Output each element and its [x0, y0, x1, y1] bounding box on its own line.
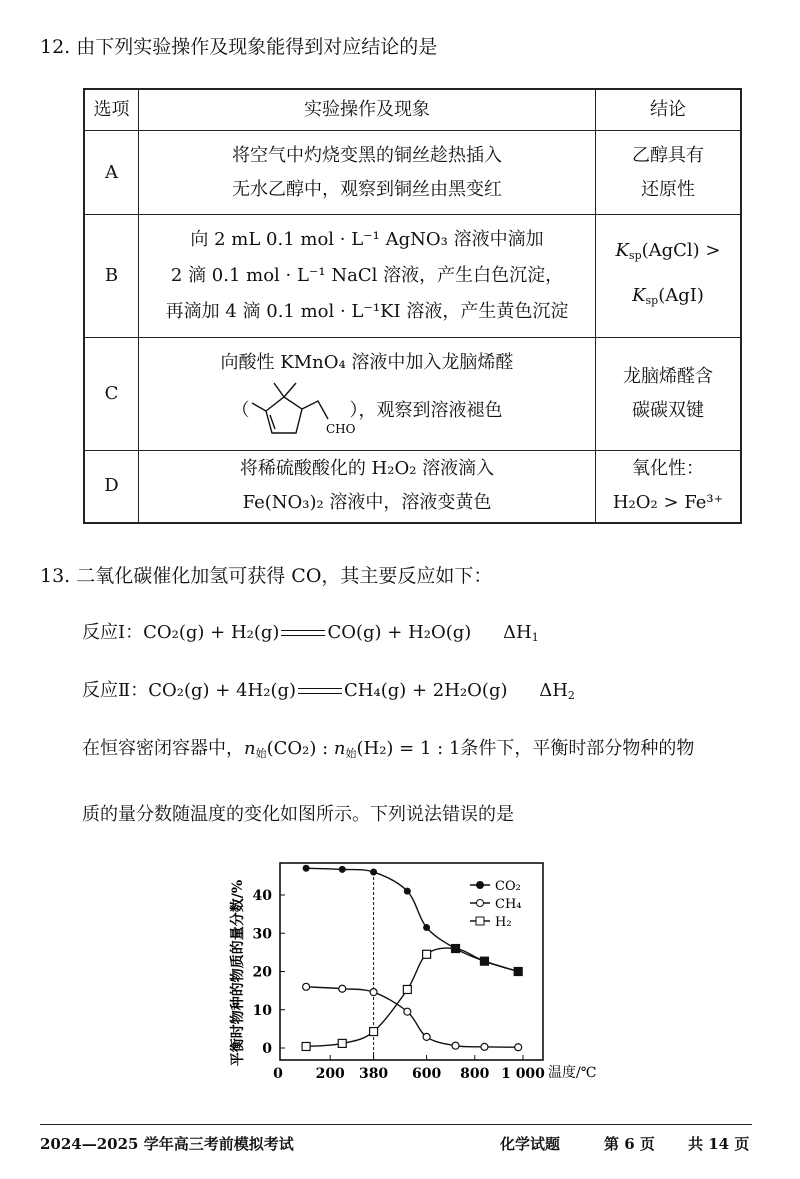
h2-point [514, 968, 522, 976]
legend-square-icon [476, 917, 484, 925]
n-subscript: 始 [345, 747, 357, 760]
ksp-subscript: sp [628, 249, 642, 262]
reaction-2 [82, 676, 575, 702]
delta-h-subscript: 2 [567, 689, 575, 702]
conclusion-line [596, 276, 740, 321]
ch4-point [370, 989, 377, 996]
n-symbol: n [244, 738, 256, 759]
x-tick-label: 800 [460, 1066, 490, 1082]
question-13-text-line [82, 734, 694, 761]
h2-point [452, 945, 460, 953]
reactants: CO₂(g) + H₂(g) [143, 622, 280, 643]
legend-circle-icon [477, 882, 484, 889]
x-tick-label: 200 [315, 1066, 345, 1082]
operation-cell [139, 131, 596, 215]
h2-point [302, 1042, 310, 1050]
legend-label: H₂ [495, 915, 512, 930]
mole-fraction-chart [220, 845, 600, 1090]
experiment-table [83, 88, 742, 524]
ch4-point [423, 1033, 430, 1040]
ch4-point [481, 1043, 488, 1050]
footer-total-pages: 共 14 页 [688, 1135, 750, 1153]
products: CH₄(g) + 2H₂O(g) [344, 680, 508, 701]
header-conclusion: 结论 [596, 89, 742, 131]
conclusion-line: 乙醇具有 [632, 144, 704, 166]
header-operation: 实验操作及现象 [139, 89, 596, 131]
question-12-title: 12. 由下列实验操作及现象能得到对应结论的是 [40, 36, 438, 58]
operation-cell [139, 215, 596, 338]
legend-label: CO₂ [495, 879, 521, 894]
conclusion-line: 还原性 [641, 178, 695, 200]
operation-cell [139, 451, 596, 523]
conclusion-cell [596, 451, 742, 523]
reaction-label: 反应Ⅱ： [82, 680, 149, 701]
footer-exam-name: 2024—2025 学年高三考前模拟考试 [40, 1135, 294, 1153]
table-row [84, 131, 741, 215]
n-symbol: n [333, 738, 346, 759]
option-label: C [84, 338, 139, 451]
enthalpy [539, 680, 575, 701]
paren: （ [231, 400, 250, 421]
conclusion-text: (AgCl) > [641, 240, 721, 261]
footer-divider [40, 1124, 752, 1125]
y-tick-label: 40 [252, 888, 272, 904]
operation-line: 无水乙醇中，观察到铜丝由黑变红 [232, 178, 502, 200]
operation-line: Fe(NO₃)₂ 溶液中，溶液变黄色 [242, 492, 492, 514]
y-tick-label: 20 [252, 964, 272, 981]
operation-cell [139, 338, 596, 451]
option-label: A [84, 131, 139, 215]
conclusion-line: 氧化性： [632, 458, 704, 480]
conclusion-line: 碳碳双键 [632, 400, 704, 421]
ch4-point [452, 1042, 459, 1049]
h2-point [423, 950, 431, 958]
series-line-1 [306, 987, 518, 1047]
text: 在恒容密闭容器中， [82, 738, 244, 759]
table-row [84, 451, 741, 523]
y-axis-label: 平衡时物种的物质的量分数/% [230, 879, 246, 1067]
text: (H₂) = 1 : 1条件下，平衡时部分物种的物 [356, 738, 695, 759]
legend-circle-icon [477, 900, 484, 907]
conclusion-cell [596, 131, 742, 215]
reactants: CO₂(g) + 4H₂(g) [148, 680, 297, 701]
x-tick-label: 1 000 [501, 1066, 545, 1082]
delta-h-subscript: 1 [531, 631, 539, 644]
enthalpy [503, 622, 539, 643]
x-tick-label: 380 [358, 1066, 389, 1082]
ch4-point [515, 1044, 522, 1051]
ch4-point [339, 985, 346, 992]
table-row [84, 215, 741, 338]
operation-line: 将稀硫酸酸化的 H₂O₂ 溶液滴入 [239, 458, 495, 480]
legend-label: CH₄ [495, 897, 522, 912]
table-header-row [84, 89, 741, 131]
ksp-symbol: K [632, 285, 646, 306]
delta-h: ΔH [539, 680, 568, 701]
y-tick-label: 0 [262, 1041, 272, 1057]
header-option: 选项 [84, 89, 139, 131]
h2-point [480, 957, 488, 965]
operation-text: ），观察到溶液褪色 [349, 400, 503, 421]
conclusion-cell [596, 215, 742, 338]
question-13-title: 13. 二氧化碳催化加氢可获得 CO，其主要反应如下： [40, 565, 493, 587]
ksp-symbol: K [615, 240, 629, 261]
y-tick-label: 30 [252, 926, 272, 943]
co2-point [404, 888, 411, 895]
operation-line [139, 380, 595, 442]
option-label: D [84, 451, 139, 523]
conclusion-line: 龙脑烯醛含 [623, 366, 713, 387]
option-label: B [84, 215, 139, 338]
h2-point [403, 985, 411, 993]
ch4-point [303, 983, 310, 990]
reaction-1 [82, 618, 539, 644]
ksp-subscript: sp [645, 294, 659, 307]
conclusion-text: (AgI) [658, 285, 704, 306]
conclusion-cell [596, 338, 742, 451]
y-tick-label: 10 [252, 1002, 272, 1019]
operation-line: 2 滴 0.1 mol · L⁻¹ NaCl 溶液，产生白色沉淀， [170, 265, 564, 286]
n-subscript: 始 [255, 747, 267, 760]
text: (CO₂) : [266, 738, 334, 759]
cho-label: CHO [325, 422, 355, 436]
question-13-text-line: 质的量分数随温度的变化如图所示。下列说法错误的是 [82, 804, 514, 825]
delta-h: ΔH [503, 622, 532, 643]
operation-line: 向 2 mL 0.1 mol · L⁻¹ AgNO₃ 溶液中滴加 [190, 229, 544, 250]
operation-line: 向酸性 KMnO₄ 溶液中加入龙脑烯醛 [220, 352, 514, 373]
reaction-label: 反应Ⅰ： [82, 622, 144, 643]
operation-line: 再滴加 4 滴 0.1 mol · L⁻¹KI 溶液，产生黄色沉淀 [165, 301, 569, 322]
x-tick-label: 600 [411, 1066, 442, 1082]
co2-point [370, 869, 377, 876]
conclusion-line [596, 231, 740, 276]
operation-line: 将空气中灼烧变黑的铜丝趁热插入 [232, 144, 502, 166]
camphorene-aldehyde-structure [250, 381, 355, 441]
co2-point [303, 865, 310, 872]
conclusion-line: H₂O₂ > Fe³⁺ [612, 492, 724, 514]
series-line-0 [306, 868, 518, 971]
footer-subject: 化学试题 [500, 1135, 561, 1153]
ch4-point [404, 1008, 411, 1015]
equilibrium-arrow-icon [281, 629, 325, 637]
equilibrium-arrow-icon [298, 687, 342, 695]
products: CO(g) + H₂O(g) [327, 622, 472, 643]
h2-point [370, 1028, 378, 1036]
table-row [84, 338, 741, 451]
h2-point [338, 1039, 346, 1047]
x-tick-label: 0 [273, 1066, 283, 1082]
x-axis-label: 温度/℃ [548, 1065, 597, 1081]
footer-page: 第 6 页 [604, 1135, 655, 1153]
co2-point [339, 866, 346, 873]
co2-point [423, 924, 430, 931]
